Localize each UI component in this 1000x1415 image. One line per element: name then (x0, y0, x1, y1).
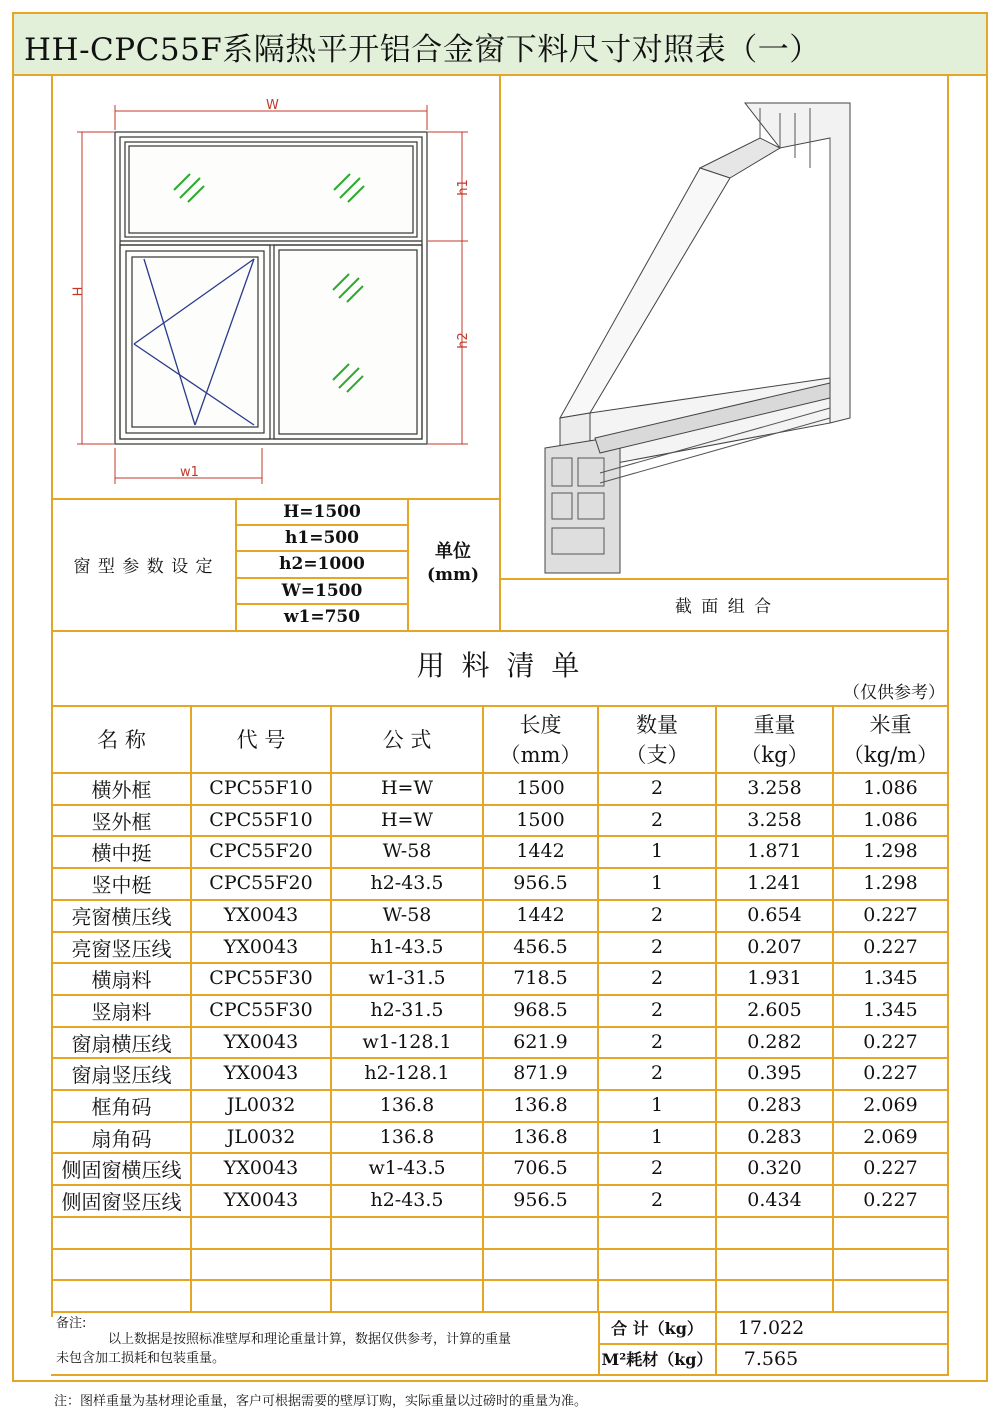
table-cell: 706.5 (513, 1157, 568, 1179)
table-cell: 1442 (516, 904, 565, 926)
list-note: （仅供参考） (843, 683, 945, 703)
column-header (717, 707, 832, 772)
table-cell: CPC55F20 (209, 872, 313, 894)
table-cell: 871.9 (513, 1062, 568, 1084)
table-cell: 0.320 (747, 1157, 802, 1179)
table-cell: 0.283 (747, 1126, 802, 1148)
table-cell: CPC55F30 (209, 999, 313, 1021)
table-cell: 0.227 (863, 1157, 918, 1179)
table-cell: 1 (650, 872, 664, 894)
table-cell: 1.298 (863, 840, 918, 862)
param-h: H=1500 (283, 502, 361, 522)
table-cell: CPC55F10 (209, 809, 313, 831)
table-cell: 1.931 (747, 967, 802, 989)
table-cell: 0.282 (747, 1031, 802, 1053)
table-cell: YX0043 (223, 1062, 299, 1084)
footer-note: 注：图样重量为基材理论重量，客户可根据需要的壁厚订购，实际重量以过磅时的重量为准。 (54, 1394, 588, 1409)
table-cell: 0.434 (747, 1189, 802, 1211)
remarks-label: 备注: (56, 1316, 87, 1331)
table-cell: h2-43.5 (370, 1189, 444, 1211)
row-name-cell: 竖扇料 (91, 999, 152, 1024)
row-name-cell: 侧固窗竖压线 (61, 1189, 182, 1214)
list-title: 用 料 清 单 (416, 649, 584, 682)
table-cell: 2 (650, 809, 664, 831)
table-cell: 0.227 (863, 1189, 918, 1211)
param-w: W=1500 (281, 581, 363, 601)
row-name-cell: 亮窗横压线 (71, 904, 172, 929)
column-header-line-2: （kg） (740, 742, 809, 767)
m2-usage-value: 7.565 (743, 1347, 799, 1370)
table-cell: 2 (650, 1031, 664, 1053)
table-cell: 2.069 (863, 1094, 918, 1116)
window-elevation-drawing (52, 78, 498, 496)
page-title: HH-CPC55F系隔热平开铝合金窗下料尺寸对照表（一） (24, 32, 821, 68)
dim-label-w: W (266, 98, 279, 113)
table-cell: 1 (650, 840, 664, 862)
table-cell: 621.9 (513, 1031, 568, 1053)
table-cell: 2 (650, 999, 664, 1021)
table-cell: 2 (650, 936, 664, 958)
param-w1: w1=750 (283, 607, 361, 627)
window-frame (115, 132, 427, 444)
row-name-cell: 竖外框 (91, 809, 152, 834)
unit-label: 单位 (435, 541, 471, 562)
table-cell: 956.5 (513, 1189, 568, 1211)
total-value: 17.022 (737, 1316, 805, 1339)
params-label: 窗 型 参 数 设 定 (73, 557, 214, 577)
table-cell: 2 (650, 904, 664, 926)
dim-label-h1: h1 (455, 179, 471, 196)
profile-section-drawing (500, 78, 946, 576)
column-header-line-1: 数量 (636, 712, 678, 737)
column-header-line-1: 公 式 (382, 727, 432, 752)
column-header-line-2: （mm） (499, 742, 582, 767)
table-cell: 136.8 (513, 1094, 568, 1116)
column-header (332, 707, 482, 772)
table-cell: h2-128.1 (364, 1062, 450, 1084)
table-cell: 2 (650, 1189, 664, 1211)
table-cell: 2 (650, 967, 664, 989)
row-name-cell: 亮窗竖压线 (71, 936, 172, 961)
table-cell: 0.654 (747, 904, 802, 926)
table-cell: 2 (650, 1062, 664, 1084)
row-name-cell: 侧固窗横压线 (61, 1157, 182, 1182)
total-label: 合 计（kg） (611, 1319, 703, 1338)
table-cell: W-58 (382, 840, 432, 862)
table-cell: 718.5 (513, 967, 568, 989)
table-cell: 2 (650, 777, 664, 799)
table-cell: 1500 (516, 777, 565, 799)
table-cell: 0.207 (747, 936, 802, 958)
row-name-cell: 窗扇竖压线 (71, 1062, 172, 1087)
title-bar (14, 14, 986, 76)
table-cell: CPC55F20 (209, 840, 313, 862)
column-header (192, 707, 330, 772)
table-cell: 1.345 (863, 967, 918, 989)
column-header-line-1: 名 称 (97, 727, 146, 752)
section-label: 截 面 组 合 (674, 596, 774, 617)
column-header (484, 707, 597, 772)
table-cell: 1.086 (863, 809, 918, 831)
table-cell: YX0043 (223, 1157, 299, 1179)
table-cell: h1-43.5 (370, 936, 444, 958)
column-header-line-1: 代 号 (236, 727, 286, 752)
table-cell: w1-31.5 (368, 967, 446, 989)
unit-value: (mm) (426, 565, 480, 585)
column-header-line-2: （kg/m） (842, 742, 939, 767)
dim-label-h: H (71, 286, 87, 297)
param-h2: h2=1000 (279, 554, 365, 574)
row-name-cell: 扇角码 (91, 1126, 152, 1151)
table-cell: 456.5 (513, 936, 568, 958)
table-cell: 3.258 (747, 809, 802, 831)
table-cell: 0.283 (747, 1094, 802, 1116)
table-cell: 1.298 (863, 872, 918, 894)
row-name-cell: 竖中梃 (91, 872, 152, 897)
column-header (834, 707, 947, 772)
row-name-cell: 横中挺 (91, 840, 152, 865)
table-cell: w1-128.1 (362, 1031, 452, 1053)
row-name-cell: 窗扇横压线 (71, 1031, 172, 1056)
row-name-cell: 框角码 (91, 1094, 152, 1119)
dim-label-h2: h2 (455, 332, 471, 349)
table-cell: 1.345 (863, 999, 918, 1021)
table-cell: 1442 (516, 840, 565, 862)
column-header-line-2: （支） (625, 742, 689, 767)
table-cell: 2.069 (863, 1126, 918, 1148)
table-cell: 2 (650, 1157, 664, 1179)
table-cell: 956.5 (513, 872, 568, 894)
column-header (599, 707, 715, 772)
row-name-cell: 横外框 (91, 777, 152, 802)
column-header-line-1: 米重 (869, 712, 912, 737)
table-cell: 0.227 (863, 936, 918, 958)
param-h1: h1=500 (285, 528, 359, 548)
table-cell: JL0032 (226, 1126, 296, 1148)
table-cell: H=W (380, 777, 434, 799)
column-header-line-1: 长度 (519, 712, 562, 737)
table-cell: 1.241 (747, 872, 802, 894)
table-cell: 1.871 (747, 840, 802, 862)
table-cell: 0.395 (747, 1062, 802, 1084)
table-cell: w1-43.5 (368, 1157, 446, 1179)
table-cell: JL0032 (226, 1094, 296, 1116)
table-cell: 0.227 (863, 1062, 918, 1084)
table-cell: YX0043 (223, 1189, 299, 1211)
table-cell: 136.8 (379, 1126, 435, 1148)
column-header (53, 707, 190, 772)
table-cell: 0.227 (863, 1031, 918, 1053)
table-cell: 1500 (516, 809, 565, 831)
table-cell: YX0043 (223, 1031, 299, 1053)
m2-usage-label: M²耗材（kg） (601, 1350, 713, 1369)
column-header-line-1: 重量 (753, 712, 796, 737)
table-cell: 1.086 (863, 777, 918, 799)
table-cell: 1 (650, 1094, 664, 1116)
table-cell: CPC55F30 (209, 967, 313, 989)
dim-label-w1: w1 (180, 465, 199, 480)
table-cell: YX0043 (223, 904, 299, 926)
table-cell: 2.605 (747, 999, 802, 1021)
table-cell: 136.8 (379, 1094, 435, 1116)
table-cell: W-58 (382, 904, 432, 926)
table-cell: 3.258 (747, 777, 802, 799)
table-cell: 968.5 (513, 999, 568, 1021)
remarks-line-2: 未包含加工损耗和包装重量。 (56, 1351, 226, 1366)
table-cell: 0.227 (863, 904, 918, 926)
table-cell: 1 (650, 1126, 664, 1148)
table-cell: 136.8 (513, 1126, 568, 1148)
table-cell: YX0043 (223, 936, 299, 958)
table-cell: H=W (380, 809, 434, 831)
table-cell: CPC55F10 (209, 777, 313, 799)
table-cell: h2-31.5 (370, 999, 444, 1021)
remarks-line-1: 以上数据是按照标准壁厚和理论重量计算，数据仅供参考，计算的重量 (108, 1332, 512, 1347)
row-name-cell: 横扇料 (91, 967, 152, 992)
table-cell: h2-43.5 (370, 872, 444, 894)
